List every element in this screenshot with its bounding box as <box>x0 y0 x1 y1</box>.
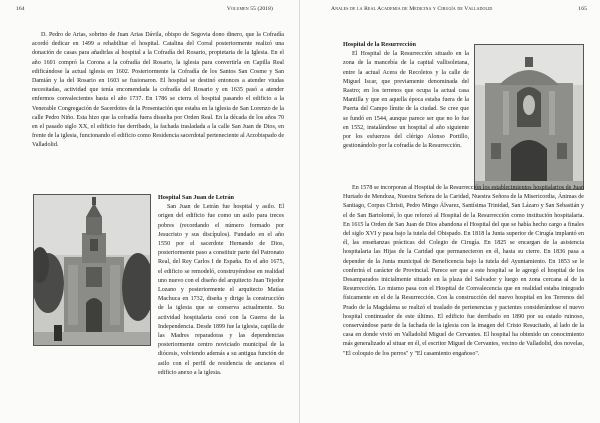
letran-section-column <box>158 193 284 378</box>
hospital-resurreccion-photo <box>474 44 584 190</box>
right-page <box>300 0 600 423</box>
resurreccion-intro-column <box>343 40 469 151</box>
letran-paragraph: San Juan de Letrán fue hospital y asilo. El origen del edificio fue como un asilo para treces pobres (recordando el número formado por Jesucristo y sus discípulos). Fundado en el año 1550 por el sacerdote Hernando de Dios, posteriormente paso a constituir parte del Patronato Real, del Rey Carlos I de España. En el año 1675, el edificio se remodeló, construyéndose en realidad uno nuevo con el diseño del arquitecto Juan Tejedor Lozano y posteriormente el arquitecto Matías Machuca en 1732, diseña y dirige la construcción de la iglesia que se conserva actualmente. Su actividad hospitalaria cesó con la Guerra de la Independencia. Desde 1899 fue la iglesia, capilla de las Madres reparadoras y las dependencias posteriormente centro noviciado municipal de la diócesis, volviendo además a su antigua función de asilo con el perfil de residencia de ancianos el edificio anexo a la iglesia. <box>158 204 284 376</box>
resurreccion-body-block <box>343 184 584 359</box>
right-running-head: Anales de la Real Academia de Medicina y Cirugía de Valladolid <box>331 6 493 12</box>
right-page-number: 165 <box>578 6 587 12</box>
left-intro-block <box>32 31 284 151</box>
resurreccion-paragraph-2: En 1578 se incorporan al Hospital de la Resurrección los establecimientos hospitalarios de Juan Hurtado de Mendoza, Nuestra Señora de la Caridad, Nuestra Señora de la Misericordia, Ánimas de Santiago, Corpus Christi, Pedro Mingo Álvarez, Santísima Trinidad, San Lázaro y San Sebastián y el de San Bartolomé, lo que reforzó al Hospital de la Resurrección como institución hospitalaria. En 1615 la Orden de San Juan de Dios abandona el Hospital del que se había hecho cargo a finales del siglo XVI y pasa bajo la tutela del Obispado. En 1818 la Junta superior de Cirugía implantó en él, las enseñanzas prácticas del Colegio de Cirugía. En 1825 se encargan de la asistencia hospitalaria las Hijas de la Caridad que permanecieron en él, hasta su cierre. En 1836 pasa a depender de la Junta municipal de Beneficencia bajo la tutela del Ayuntamiento. En 1853 se le conferirá el carácter de Provincial. Parece ser que a este hospital se le agregó el hospital de los Desamparados inicialmente situado en la plaza del Salvador y luego en zona cercana al de la Resurrección. Lo mismo pasa con el Hospital de Convalecencia que en realidad estaba integrado físicamente en el de la Resurrección. Con la construcción del nuevo hospital en los Terrenos del Prado de la Magdalena se realizó el traslado de pertenencias y pacientes considerándose el nuevo hospital continuador de este último. El edificio fue derribado en 1890 por su estado ruinoso, conservándose parte de la fachada de la iglesia con la imagen del Cristo Resucitado, al lado de la casa en donde vivió en Valladolid Miguel de Cervantes. El hospital ha obtenido un conocimiento más generalizado al situar en él, el escritor Miguel de Cervantes, vecino de Valladolid, dos novelas, "El coloquio de los perros" y "El casamiento engañoso". <box>343 185 584 357</box>
resurreccion-section-title: Hospital de la Resurrección <box>343 41 416 48</box>
left-running-head: Volumen 55 (2018) <box>226 6 273 12</box>
san-juan-de-letran-photo <box>33 194 151 346</box>
letran-section-title: Hospital San Juan de Letrán <box>158 194 234 201</box>
left-page-number: 164 <box>16 6 25 12</box>
resurreccion-paragraph-1: El Hospital de la Resurrección situado en la zona de la mancebía de la capital vallisoletana, entre la actual Acera de Recoletos y la calle de Miguel Iscar, que previamente denominada del Rastro; en los terrenos que ocupa la actual casa Mantilla y que en aquella época estaba fuera de la Puerta del Campo límite de la ciudad. Se cree que se fundó en 1544, aunque parece ser que no lo fue en 1552, instalándose un hospital al año siguiente por los esfuerzos del clérigo Alonso Portillo, gestionándolo por la cofradía de la Resurrección. <box>343 51 469 150</box>
left-intro-paragraph: D. Pedro de Arias, sobrino de Juan Arias Dávila, obispo de Segovia dono dinero, que la Cofradía acordó dedicar en 1499 a rehabilitar el hospital. Catalina del Corral posteriormente realizó una donación de casas para añadirlas al hospital a la Cofradía del Rosario, propietaria de la Iglesia. En el año 1601 compró la Corona a la cofradía del Rosario, la iglesia para convertirla en Capilla Real edificándose la actual iglesia en 1602. Posteriormente la Cofradía de los Santos San Cosme y San Damián y la del Rosario en 1603 se fusionaron. El hospital se destinó entonces a atender viudas necesitadas, actividad que tenía encomendada la cofradía del Rosario y en 1635 pasó a atender enfermos convalecientes hasta el año 1737. En 1786 se cierra el hospital pasando el edificio a la Venerable Congregación de Sacerdotes de la Presentación que estaba en la iglesia de San Lorenzo de la calle Pedro Niño. Esta hizo que la cofradía fuera disuelta por Orden Real. En la década de los años 70 en el pasado siglo XX, el edificio fue derribado, la fachada trasladada a la calle San Juan de Dios, en frente de la iglesia, funcionando el edificio como Residencia sacerdotal perteneciente al Arzobispado de Valladolid. <box>32 32 284 149</box>
